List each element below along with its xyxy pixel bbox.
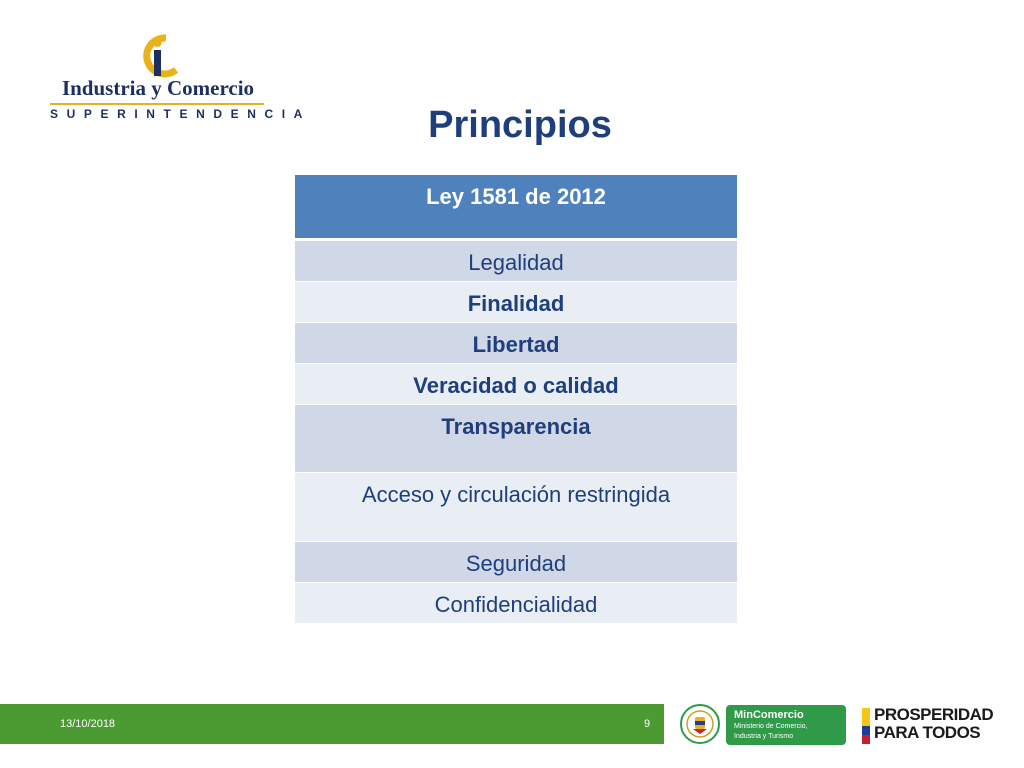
footer-bar <box>0 704 664 744</box>
table-row: Acceso y circulación restringida <box>295 473 737 542</box>
colombia-flag-icon <box>862 708 870 744</box>
slide-title: Principios <box>428 104 612 146</box>
table-row: Libertad <box>295 323 737 364</box>
table-row: Finalidad <box>295 282 737 323</box>
table-row: Veracidad o calidad <box>295 364 737 405</box>
logo-name: Industria y Comercio <box>61 76 255 100</box>
ministry-badge <box>726 705 846 745</box>
table-row: Legalidad <box>295 241 737 282</box>
sic-logo-icon <box>136 32 182 80</box>
page-number: 9 <box>644 718 651 730</box>
ministry-subtitle-2: Industria y Turismo <box>734 733 794 740</box>
ministry-title: MinComercio <box>734 709 804 721</box>
principles-table <box>295 175 737 624</box>
slogan-line-1: PROSPERIDAD <box>874 705 994 724</box>
prosperidad-logo <box>862 706 1004 746</box>
table-row: Transparencia <box>295 405 737 473</box>
table-row: Confidencialidad <box>295 583 737 624</box>
slogan <box>874 706 993 742</box>
colombia-seal-icon <box>680 704 720 744</box>
sic-logo <box>48 32 311 122</box>
table-header: Ley 1581 de 2012 <box>295 175 737 241</box>
slogan-line-2: PARA TODOS <box>874 723 981 742</box>
ministry-subtitle-1: Ministerio de Comercio, <box>734 723 808 730</box>
logo-divider <box>50 103 264 105</box>
table-row: Seguridad <box>295 542 737 583</box>
logo-subtitle: SUPERINTENDENCIA <box>50 107 311 121</box>
footer-date: 13/10/2018 <box>60 718 116 730</box>
